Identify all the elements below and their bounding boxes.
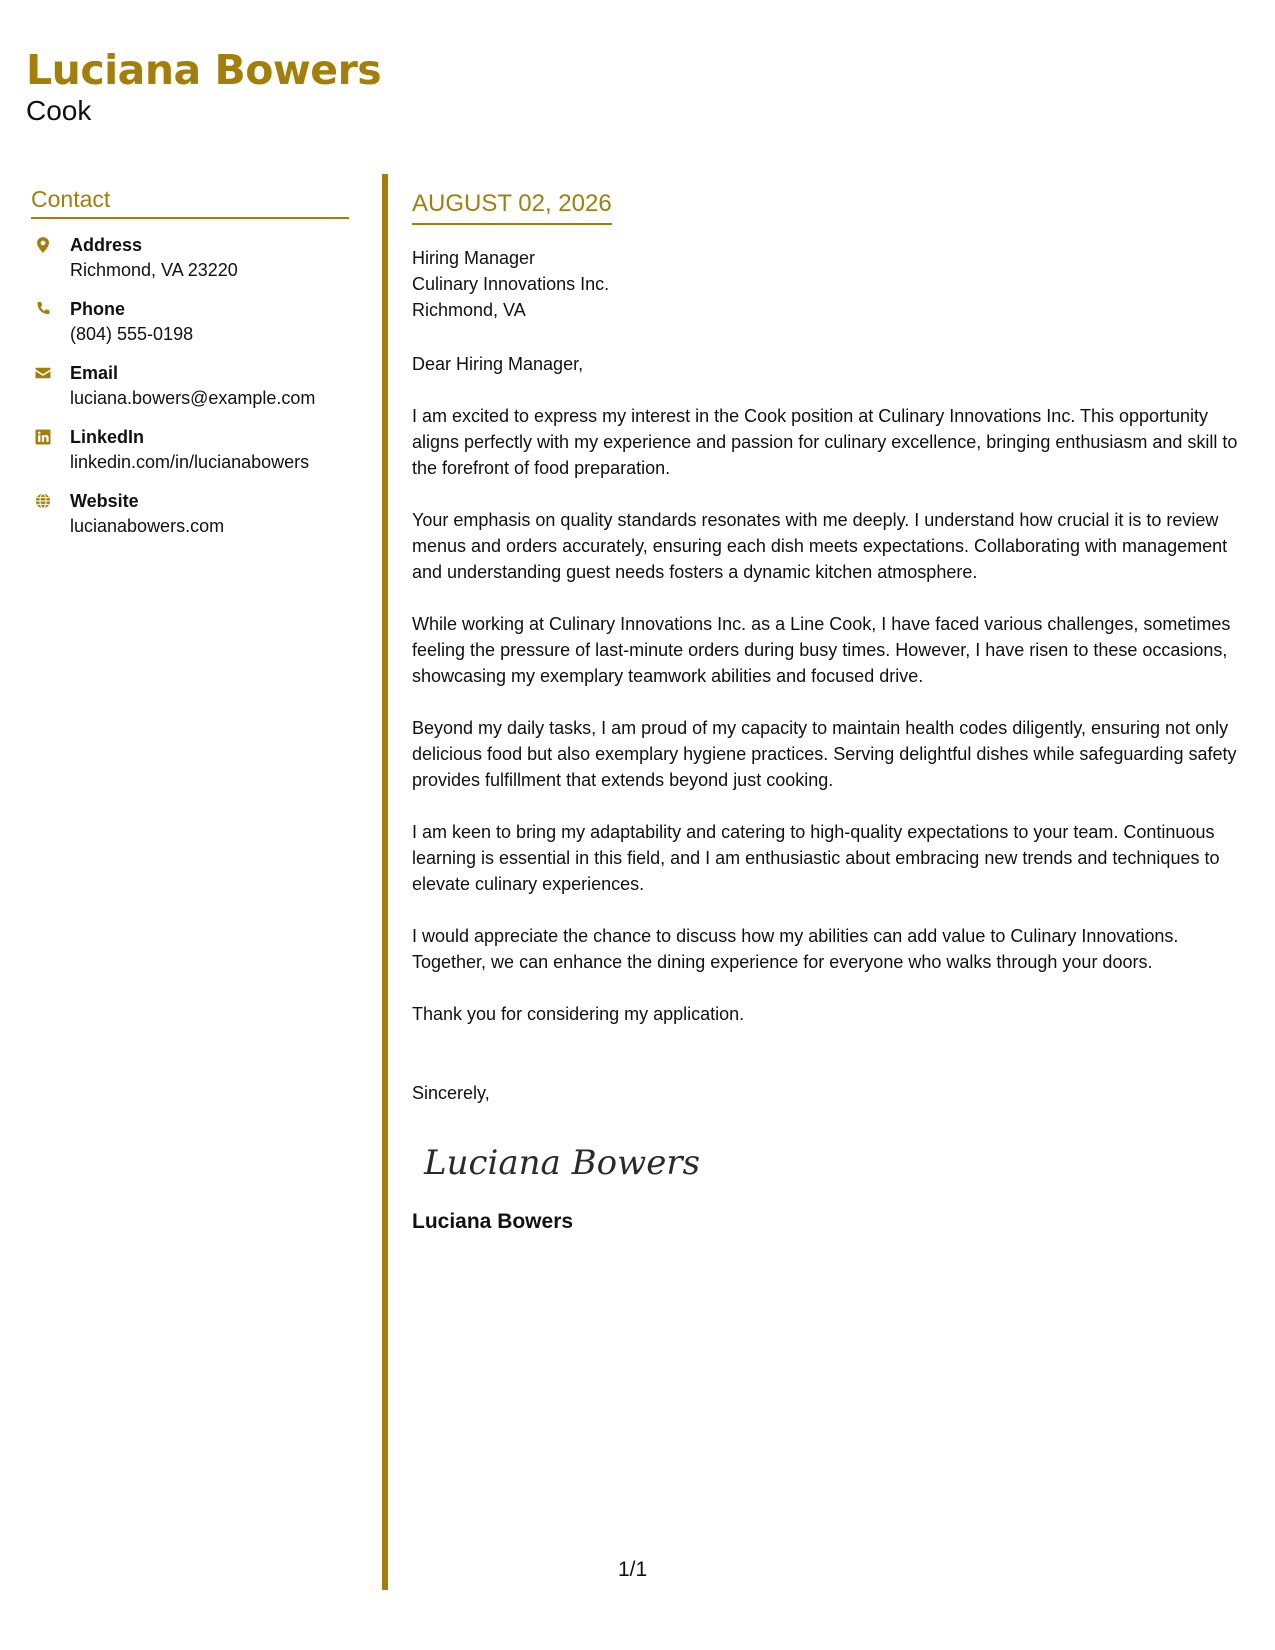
- contact-item-email: [31, 361, 349, 411]
- paragraph: I am keen to bring my adaptability and catering to high-quality expectations to your team. Continuous learning is essential in this field, and I am enthusiastic about embracing new trends and techniques to elevate culinary experiences.: [412, 822, 1220, 894]
- phone-label: Phone: [70, 299, 126, 319]
- linkedin-value: linkedin.com/in/lucianabowers: [70, 452, 310, 472]
- greeting: Dear Hiring Manager,: [412, 354, 584, 374]
- handwritten-signature: [420, 1132, 701, 1192]
- address-value: Richmond, VA 23220: [70, 260, 238, 280]
- paragraph: Your emphasis on quality standards resonates with me deeply. I understand how crucial it is to review menus and orders accurately, ensuring each dish meets expectations. Collaborating with management and understanding guest needs fosters a dynamic kitchen atmosphere.: [412, 510, 1228, 582]
- applicant-name: Luciana Bowers: [26, 46, 382, 94]
- contact-heading: Contact: [31, 186, 349, 219]
- contact-item-website: [31, 489, 349, 539]
- map-pin-icon: [34, 236, 52, 254]
- website-label: Website: [70, 491, 139, 511]
- paragraph: I would appreciate the chance to discuss how my abilities can add value to Culinary Innovations. Together, we can enhance the dining experience for everyone who walks through your doors.: [412, 926, 1179, 972]
- column-divider: [382, 174, 388, 1590]
- envelope-icon: [34, 364, 52, 382]
- job-title: Cook: [26, 95, 92, 127]
- address-label: Address: [70, 235, 143, 255]
- website-value: lucianabowers.com: [70, 516, 225, 536]
- linkedin-label: LinkedIn: [70, 427, 145, 447]
- recipient-line: Richmond, VA: [412, 300, 526, 320]
- recipient-block: [412, 245, 1248, 323]
- paragraph: While working at Culinary Innovations Inc. as a Line Cook, I have faced various challenges, sometimes feeling the pressure of last-minute orders during busy times. However, I have risen to these occasions, showcasing my exemplary teamwork abilities and focused drive.: [412, 614, 1231, 686]
- paragraph: I am excited to express my interest in the Cook position at Culinary Innovations Inc. This opportunity aligns perfectly with my experience and passion for culinary excellence, bringing enthusiasm and skill to the forefront of food preparation.: [412, 406, 1238, 478]
- signature-text: Luciana Bowers: [424, 1143, 701, 1183]
- contact-item-address: [31, 233, 349, 283]
- paragraph: Thank you for considering my application.: [412, 1004, 745, 1024]
- page-number: 1/1: [618, 1558, 648, 1581]
- email-label: Email: [70, 363, 119, 383]
- paragraph: Beyond my daily tasks, I am proud of my capacity to maintain health codes diligently, ensuring not only delicious food but also exemplary hygiene practices. Serving delightful dishes while safeguarding safety provides fulfillment that extends beyond just cooking.: [412, 718, 1237, 790]
- phone-value: (804) 555-0198: [70, 324, 194, 344]
- recipient-line: Culinary Innovations Inc.: [412, 274, 610, 294]
- contact-item-phone: [31, 297, 349, 347]
- linkedin-icon: [34, 428, 52, 446]
- contact-item-linkedin: [31, 425, 349, 475]
- signer-name: Luciana Bowers: [412, 1210, 574, 1233]
- closing: Sincerely,: [412, 1083, 490, 1103]
- letter-body: [412, 190, 1248, 1234]
- contact-sidebar: [31, 186, 349, 539]
- recipient-line: Hiring Manager: [412, 248, 536, 268]
- globe-icon: [34, 492, 52, 510]
- letter-date: AUGUST 02, 2026: [412, 190, 612, 225]
- email-value: luciana.bowers@example.com: [70, 388, 316, 408]
- phone-icon: [34, 300, 52, 318]
- resume-header: [26, 48, 381, 127]
